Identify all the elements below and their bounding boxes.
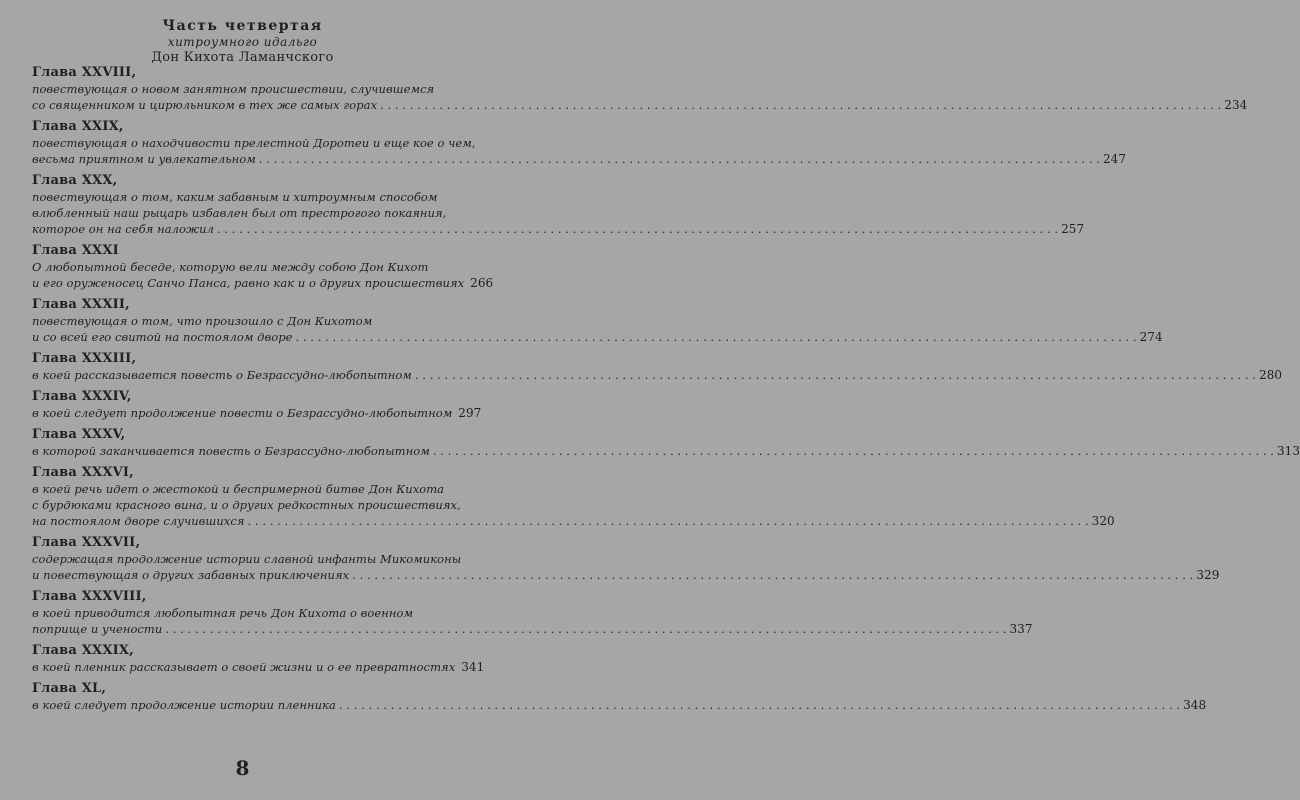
chapter-title: Глава XXVIII,	[32, 65, 137, 80]
dot-leader	[415, 367, 1256, 383]
chapter-description-text: поприще и учености	[32, 622, 163, 636]
toc-entry	[32, 535, 1220, 583]
chapter-description-last-line	[32, 275, 494, 291]
chapter-description-text: на постоялом дворе случившихся	[32, 514, 245, 528]
chapter-page-number: 329	[1196, 568, 1220, 582]
dot-leader	[165, 621, 1006, 637]
toc-entry	[32, 351, 1283, 383]
chapter-title: Глава XXXII,	[32, 297, 130, 312]
book-title: Дон Кихота Ламанчского	[151, 50, 334, 65]
chapter-description-last-line	[32, 659, 485, 675]
toc-entry	[32, 119, 1127, 167]
chapter-page-number: 247	[1102, 152, 1127, 166]
dot-leader	[248, 513, 1089, 529]
toc-entry	[32, 681, 1207, 713]
chapter-description-text: и повествующая о других забавных приключениях	[32, 568, 350, 582]
toc-entry	[32, 65, 1248, 113]
chapter-page-number: 234	[1224, 98, 1248, 112]
toc-entry	[32, 643, 485, 675]
chapter-page-number: 313	[1276, 444, 1300, 458]
chapter-title: Глава XXXI	[32, 243, 119, 258]
chapter-description-last-line	[32, 513, 1115, 529]
chapter-description-line: повествующая о новом занятном происшествии, случившемся	[32, 82, 435, 96]
chapter-page-number: 297	[458, 406, 482, 420]
chapter-title: Глава XXXIV,	[32, 389, 132, 404]
chapter-title: Глава XXIX,	[32, 119, 124, 134]
chapter-description-text: и его оруженосец Санчо Панса, равно как и о других происшествиях	[32, 276, 465, 290]
chapter-description-last-line	[32, 329, 1163, 345]
dot-leader	[217, 221, 1058, 237]
toc-entry	[32, 427, 1300, 459]
chapter-description-line: в коей приводится любопытная речь Дон Кихота о военном	[32, 606, 414, 620]
chapter-description-text: в коей следует продолжение повести о Безрассудно-любопытном	[32, 406, 453, 420]
toc-entry	[32, 173, 1085, 237]
chapter-description-text: в коей рассказывается повесть о Безрассудно-любопытном	[32, 368, 412, 382]
part-subtitle: хитроумного идальго	[167, 35, 318, 49]
toc-entry	[32, 243, 494, 291]
chapter-page-number: 266	[470, 276, 494, 290]
chapter-page-number: 348	[1183, 698, 1207, 712]
chapter-description-last-line	[32, 567, 1220, 583]
chapter-page-number: 257	[1061, 222, 1085, 236]
chapter-description-text: со священником и цирюльником в тех же самых горах	[32, 98, 378, 112]
chapter-description-text: весьма приятном и увлекательном	[32, 152, 256, 166]
chapter-description-last-line	[32, 151, 1127, 167]
chapter-description-line: с бурдюками красного вина, и о других редкостных происшествиях,	[32, 498, 461, 512]
chapter-description-line: повествующая о том, каким забавным и хитроумным способом	[32, 190, 438, 204]
chapter-description-text: в коей пленник рассказывает о своей жизни и о ее превратностях	[32, 660, 456, 674]
chapter-page-number: 341	[461, 660, 485, 674]
chapter-description-line: содержащая продолжение истории славной инфанты Микомиконы	[32, 552, 462, 566]
chapter-description-text: в которой заканчивается повесть о Безрассудно-любопытном	[32, 444, 430, 458]
toc-entry	[32, 589, 1033, 637]
page-number: 8	[235, 756, 250, 780]
chapter-description-line: в коей речь идет о жестокой и беспримерной битве Дон Кихота	[32, 482, 445, 496]
chapter-description-line: повествующая о том, что произошло с Дон Кихотом	[32, 314, 373, 328]
chapter-description-line: влюбленный наш рыцарь избавлен был от престрогого покаяния,	[32, 206, 447, 220]
chapter-description-last-line	[32, 443, 1300, 459]
chapter-description-line: О любопытной беседе, которую вели между собою Дон Кихот	[32, 260, 429, 274]
chapter-title: Глава XXXVI,	[32, 465, 134, 480]
chapter-title: Глава XXXV,	[32, 427, 126, 442]
dot-leader	[295, 329, 1136, 345]
dot-leader	[380, 97, 1221, 113]
dot-leader	[352, 567, 1193, 583]
toc-entry	[32, 465, 1115, 529]
chapter-description-last-line	[32, 697, 1207, 713]
toc-entry	[32, 389, 482, 421]
part-title: Часть четвертая	[162, 18, 323, 34]
dot-leader	[339, 697, 1180, 713]
chapter-description-text: которое он на себя наложил	[32, 222, 214, 236]
chapter-title: Глава XXX,	[32, 173, 118, 188]
chapter-page-number: 280	[1259, 368, 1283, 382]
chapter-description-last-line	[32, 405, 482, 421]
chapter-description-text: и со всей его свитой на постоялом дворе	[32, 330, 293, 344]
chapter-page-number: 337	[1009, 622, 1033, 636]
chapter-page-number: 274	[1139, 330, 1163, 344]
chapter-title: Глава XL,	[32, 681, 107, 696]
chapter-description-last-line	[32, 221, 1085, 237]
part-heading	[0, 18, 485, 66]
toc-entry	[32, 297, 1163, 345]
chapter-description-last-line	[32, 97, 1248, 113]
chapter-description-last-line	[32, 621, 1033, 637]
chapter-description-line: повествующая о находчивости прелестной Доротеи и еще кое о чем,	[32, 136, 476, 150]
chapter-title: Глава XXXVIII,	[32, 589, 147, 604]
dot-leader	[433, 443, 1274, 459]
chapter-page-number: 320	[1091, 514, 1115, 528]
chapter-title: Глава XXXIX,	[32, 643, 134, 658]
chapter-title: Глава XXXIII,	[32, 351, 137, 366]
chapter-title: Глава XXXVII,	[32, 535, 141, 550]
chapter-description-text: в коей следует продолжение истории пленника	[32, 698, 336, 712]
chapter-description-last-line	[32, 367, 1283, 383]
dot-leader	[259, 151, 1100, 167]
